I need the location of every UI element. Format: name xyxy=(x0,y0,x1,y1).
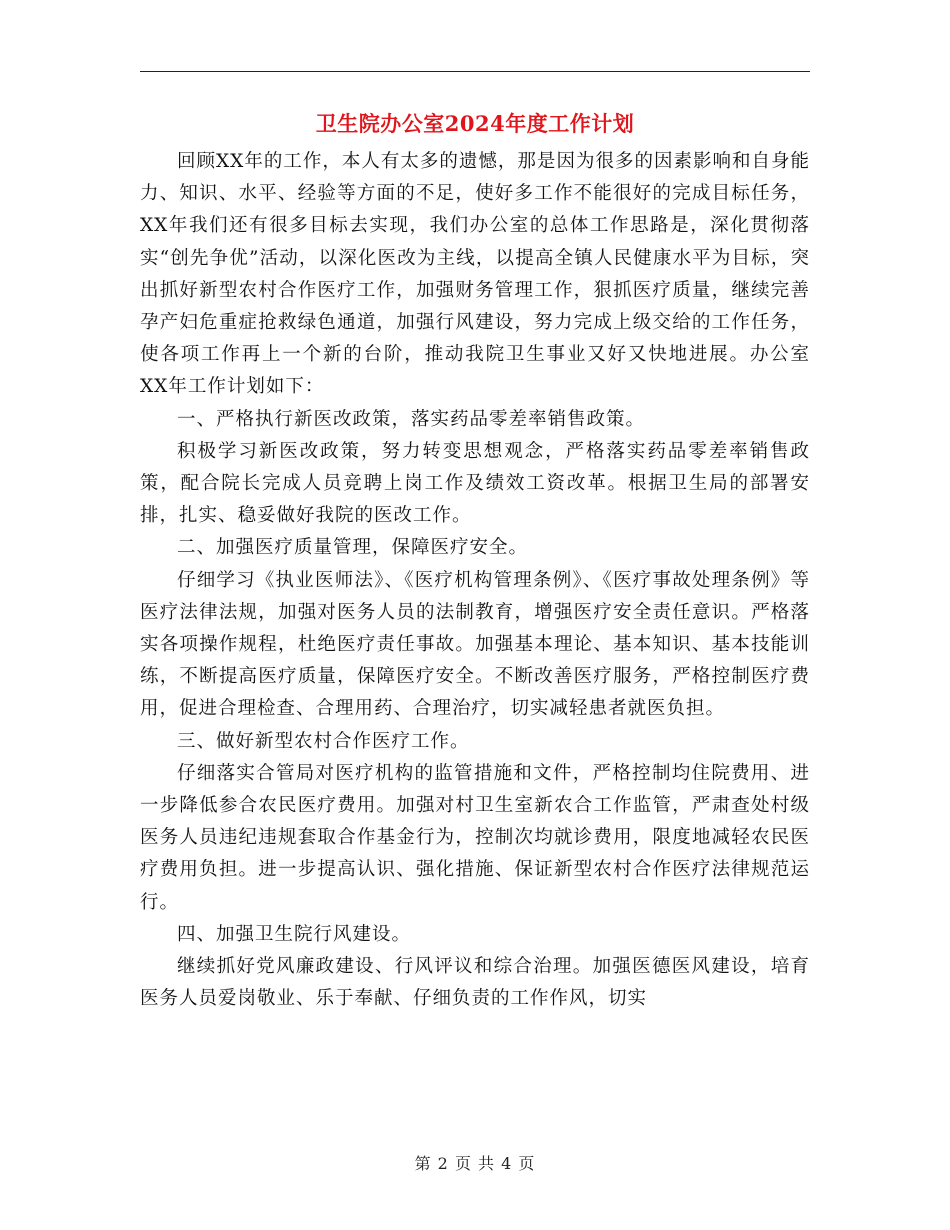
section-heading-4: 四、加强卫生院行风建设。 xyxy=(177,923,412,945)
paragraph-intro: 回顾XX年的工作，本人有太多的遗憾，那是因为很多的因素影响和自身能力、知识、水平、经验等方面的不足，使好多工作不能很好的完成目标任务，XX年我们还有很多目标去实现，我们办公室的总体工作思路是，深化贯彻落实“创先争优”活动，以深化医改为主线，以提高全镇人民健康水平为目标，突出抓好新型农村合作医疗工作，加强财务管理工作，狠抓医疗质量，继续完善孕产妇危重症抢救绿色通道，加强行风建设，努力完成上级交给的工作任务，使各项工作再上一个新的台阶，推动我院卫生事业又好又快地进展。办公室XX年工作计划如下： xyxy=(140,151,810,398)
section-heading-1: 一、严格执行新医改政策，落实药品零差率销售政策。 xyxy=(177,408,646,430)
section-heading-2: 二、加强医疗质量管理，保障医疗安全。 xyxy=(177,537,529,559)
paragraph-section-4: 继续抓好党风廉政建设、行风评议和综合治理。加强医德医风建设，培育医务人员爱岗敬业、乐于奉献、仔细负责的工作作风，切实 xyxy=(140,956,810,1010)
section-heading-3: 三、做好新型农村合作医疗工作。 xyxy=(177,730,470,752)
paragraph-section-1: 积极学习新医改政策，努力转变思想观念，严格落实药品零差率销售政策，配合院长完成人员竞聘上岗工作及绩效工资改革。根据卫生局的部署安排，扎实、稳妥做好我院的医改工作。 xyxy=(140,440,810,527)
page-footer: 第 2 页 共 4 页 xyxy=(414,1154,536,1173)
document-title: 卫生院办公室2024年度工作计划 xyxy=(315,111,635,136)
paragraph-section-3: 仔细落实合管局对医疗机构的监管措施和文件，严格控制均住院费用、进一步降低参合农民医疗费用。加强对村卫生室新农合工作监管，严肃查处村级医务人员违纪违规套取合作基金行为，控制次均就诊费用，限度地减轻农民医疗费用负担。进一步提高认识、强化措施、保证新型农村合作医疗法律规范运行。 xyxy=(140,762,810,913)
header-rule xyxy=(140,71,810,72)
document-body xyxy=(140,146,810,1015)
paragraph-section-2: 仔细学习《执业医师法》、《医疗机构管理条例》、《医疗事故处理条例》等医疗法律法规，加强对医务人员的法制教育，增强医疗安全责任意识。严格落实各项操作规程，杜绝医疗责任事故。加强基本理论、基本知识、基本技能训练，不断提高医疗质量，保障医疗安全。不断改善医疗服务，严格控制医疗费用，促进合理检查、合理用药、合理治疗，切实减轻患者就医负担。 xyxy=(140,569,810,720)
